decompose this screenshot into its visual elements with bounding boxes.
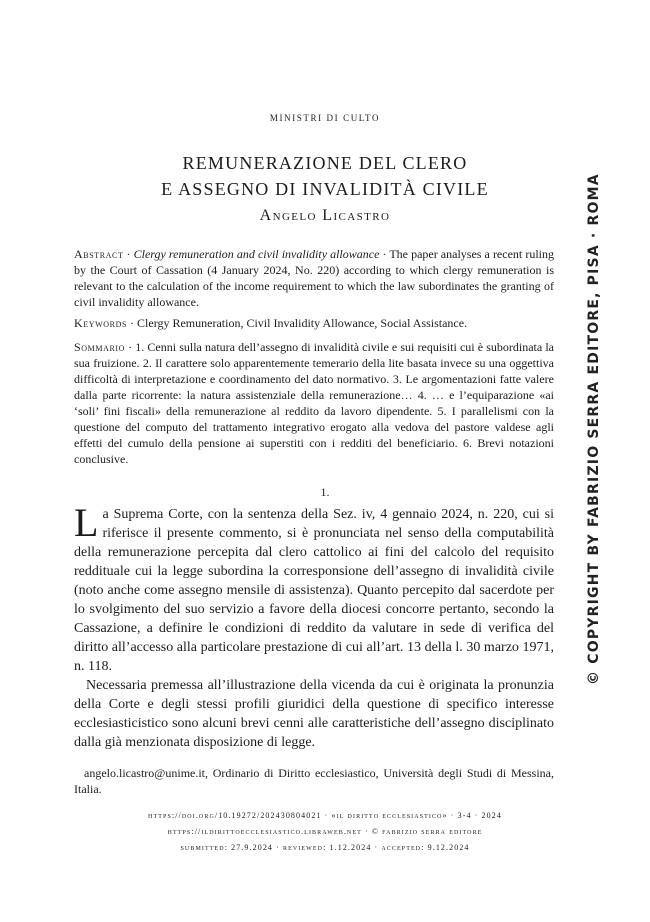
abstract-title: Clergy remuneration and civil invalidity allowance [133,247,380,261]
author-footnote: angelo.licastro@unime.it, Ordinario di Diritto ecclesiastico, Università degli Studi di Messina, Italia. [74,766,554,796]
colophon-dates: submitted: 27.9.2024 · reviewed: 1.12.2024 · accepted: 9.12.2024 [180,843,470,852]
copyright-notice: © COPYRIGHT BY FABRIZIO SERRA EDITORE, PISA · ROMA [586,173,602,685]
keywords-text: · Clergy Remuneration, Civil Invalidity Allowance, Social Assistance. [127,316,468,330]
keywords-label: Keywords [74,316,128,330]
body-paragraph-2: Necessaria premessa all’illustrazione della vicenda da cui è originata la pronunzia della Corte e degli stessi profili giuridici della questione di specifico interesse ecclesiasticistico sono alcuni brevi cenni alle caratteristiche dell’assegno disciplinato dalla già menzionata disposizione di legge. [74,678,554,750]
abstract-text: · The paper analyses a recent ruling by the Court of Cassation (4 January 2024, No. 220) according to which clergy remuneration is relevant to the calculation of the income requirement to which the law subordinates the granting of civil invalidity allowance. [74,247,554,309]
abstract [74,246,554,310]
section-label: MINISTRI DI CULTO [269,113,381,123]
colophon-website: https://ildirittoecclesiastico.libraweb.net · © fabrizio serra editore [167,827,483,836]
abstract-separator: · [123,247,134,261]
keywords [74,315,554,331]
article-title [0,150,650,202]
abstract-label: Abstract [74,247,124,261]
section-number: 1. [320,485,330,499]
colophon-doi: https://doi.org/10.19272/202430804021 · «il diritto ecclesiastico» · 3-4 · 2024 [148,811,502,820]
title-line-2: E ASSEGNO DI INVALIDITÀ CIVILE [161,179,489,199]
body-text [74,500,554,752]
drop-cap: L [74,500,99,545]
summary-text: · 1. Cenni sulla natura dell’assegno di invalidità civile e sui requisiti cui è subordinata la sua fruizione. 2. Il carattere solo apparentemente temerario della lite basata invece su una oggettiva difficoltà di interpretazione e coordinamento del dato normativo. 3. Le argomentazioni fatte valere dalla parte ricorrente: la natura assistenziale della remunerazione… 4. … e l’equiparazione «ai ‘soli’ fini fiscali» della remunerazione al reddito da lavoro dipendente. 5. I parallelismi con la questione del computo del trattamento integrativo erogato alla vedova del pastore valdese agli effetti del cumulo della pensione ai superstiti con i redditi del beneficiario. 6. Brevi notazioni conclusive. [74,340,554,466]
body-paragraph-1 [74,500,554,676]
title-line-1: REMUNERAZIONE DEL CLERO [182,153,468,173]
summary [74,339,554,467]
body-paragraph-1-text: a Suprema Corte, con la sentenza della Sez. iv, 4 gennaio 2024, n. 220, cui si riferisce il presente commento, si è pronunciata nel senso della computabilità della remunerazione percepita dal clero cattolico ai fini del calcolo del requisito reddituale cui la legge subordina la corresponsione dell’assegno di invalidità civile (noto anche come assegno mensile di assistenza). Quanto percepito dal sacerdote per lo svolgimento del suo servizio a favore della diocesi concorre pertanto, secondo la Cassazione, a definire le condizioni di reddito da valutare in sede di verifica del diritto all’accesso alla particolare prestazione di cui all’art. 13 della l. 30 marzo 1971, n. 118. [74,507,554,674]
summary-label: Sommario [74,340,126,354]
author-name: Angelo Licastro [259,207,391,224]
